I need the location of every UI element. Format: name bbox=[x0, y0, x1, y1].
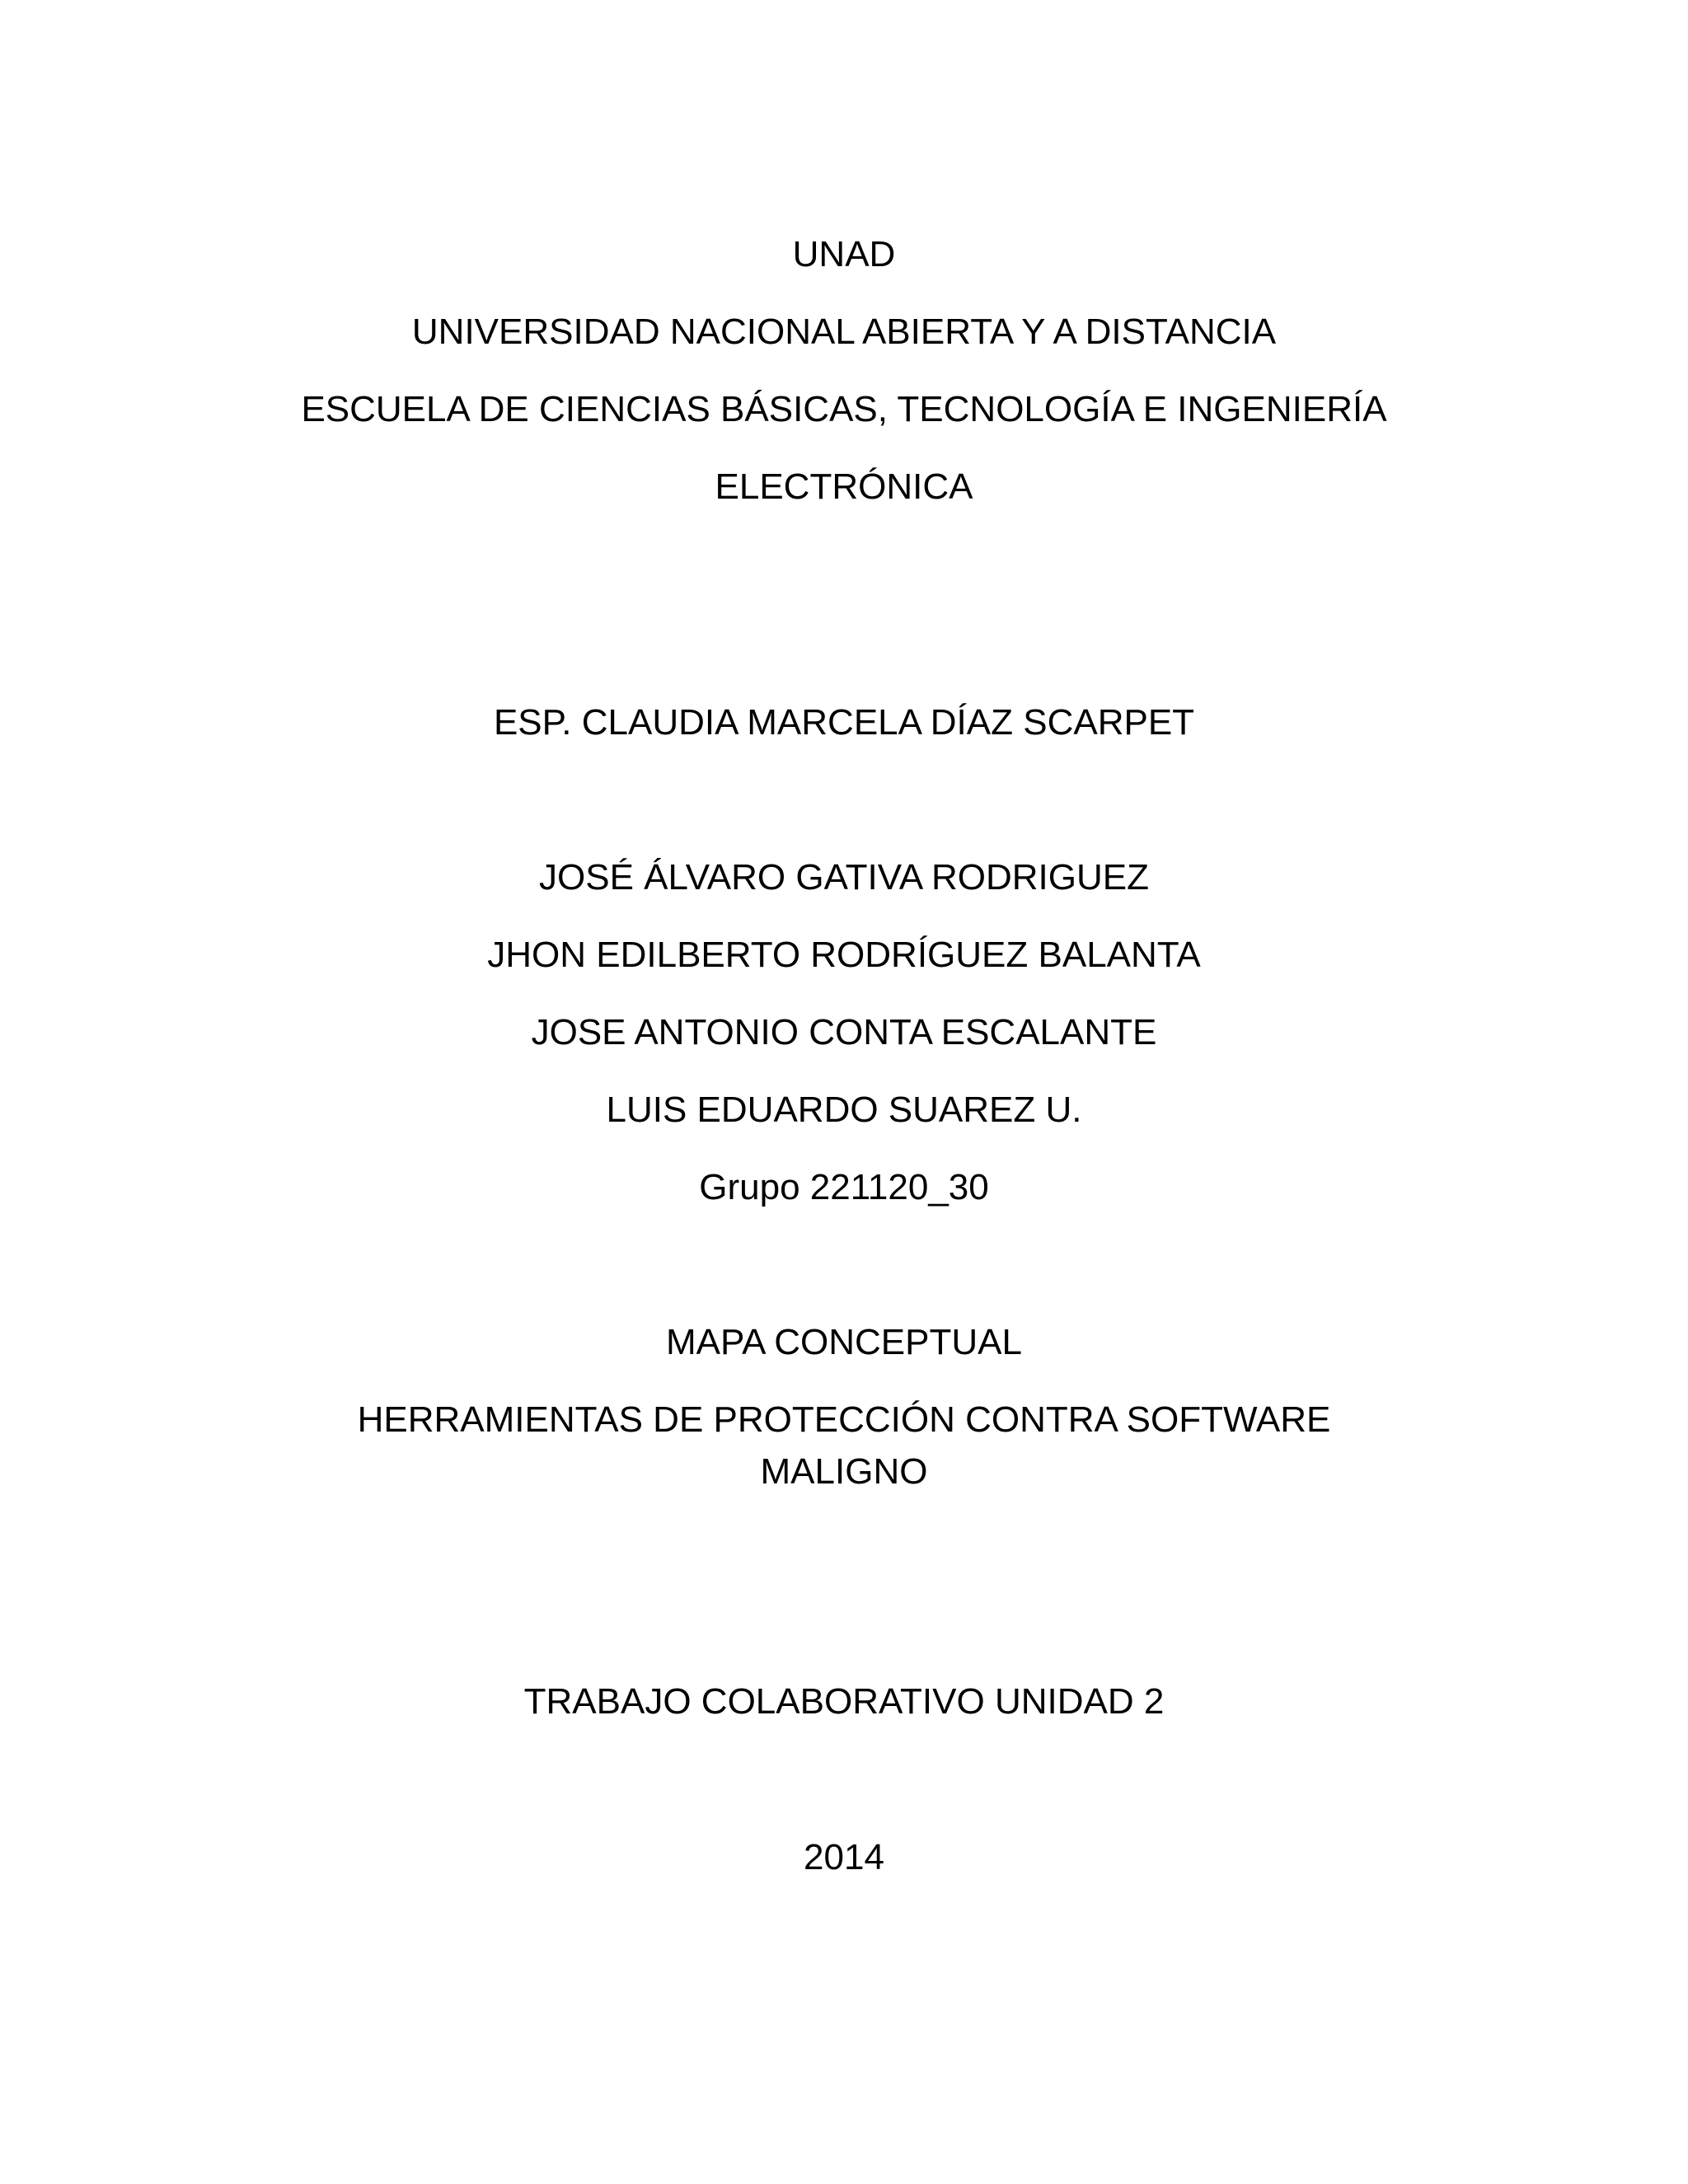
author-2: JHON EDILBERTO RODRÍGUEZ BALANTA bbox=[487, 935, 1201, 975]
author-1: JOSÉ ÁLVARO GATIVA RODRIGUEZ bbox=[539, 857, 1149, 898]
institution-school: ESCUELA DE CIENCIAS BÁSICAS, TECNOLOGÍA E INGENIERÍA bbox=[301, 389, 1387, 429]
work-title-line-1: HERRAMIENTAS DE PROTECCIÓN CONTRA SOFTWARE bbox=[357, 1399, 1331, 1440]
institution-full-name: UNIVERSIDAD NACIONAL ABIERTA Y A DISTANCIA bbox=[411, 312, 1277, 352]
author-4: LUIS EDUARDO SUAREZ U. bbox=[606, 1090, 1082, 1130]
document-year: 2014 bbox=[804, 1837, 884, 1877]
institution-acronym: UNAD bbox=[792, 234, 896, 274]
group-number: Grupo 221120_30 bbox=[699, 1167, 989, 1207]
work-type: MAPA CONCEPTUAL bbox=[666, 1322, 1022, 1362]
work-title-line-2: MALIGNO bbox=[760, 1451, 928, 1492]
institution-program: ELECTRÓNICA bbox=[715, 466, 973, 507]
author-3: JOSE ANTONIO CONTA ESCALANTE bbox=[531, 1012, 1157, 1052]
tutor-name: ESP. CLAUDIA MARCELA DÍAZ SCARPET bbox=[493, 702, 1195, 743]
assignment-title: TRABAJO COLABORATIVO UNIDAD 2 bbox=[523, 1681, 1165, 1722]
